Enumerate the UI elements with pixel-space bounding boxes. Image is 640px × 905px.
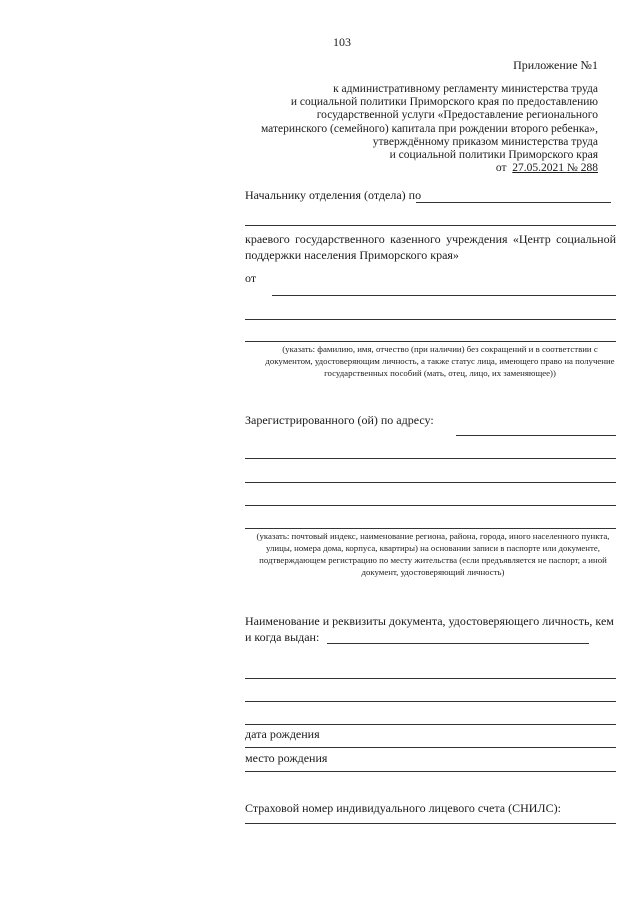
number-prefix: № (566, 162, 578, 175)
order-number: 288 (580, 162, 598, 175)
date-prefix: от (495, 162, 507, 175)
address-hint: (указать: почтовый индекс, наименование региона, района, города, иного населенного пункта, улицы, номера дома, корпуса, квартиры) на основании записи в паспорте или документе, подтверждающем регистрацию по месту жительства (если предъявляется не паспорт, а иной документ, удостоверяющий личность) (256, 531, 610, 577)
applicant-name-line-2[interactable] (245, 319, 616, 320)
identity-doc-label-2: и когда выдан: (245, 630, 320, 644)
birth-place-label: место рождения (245, 751, 328, 765)
identity-doc-line-3[interactable] (245, 701, 616, 702)
address-label: Зарегистрированного (ой) по адресу: (245, 413, 434, 427)
regulation-line: и социальной политики Приморского края (389, 149, 598, 162)
identity-doc-line-1[interactable] (327, 643, 589, 644)
identity-doc-line-2[interactable] (245, 678, 616, 679)
department-field-line-2[interactable] (245, 225, 616, 226)
birth-place-line[interactable] (245, 771, 616, 772)
institution-name: краевого государственного казенного учреждения «Центр социальной поддержки населения Приморского края» (245, 232, 616, 262)
address-line-2[interactable] (245, 458, 616, 459)
identity-doc-line-4[interactable] (245, 724, 616, 725)
order-date-number (261, 162, 598, 175)
regulation-line: к административному регламенту министерства труда (333, 83, 598, 95)
head-of-department-label: Начальнику отделения (отдела) по (245, 188, 422, 202)
address-line-5[interactable] (245, 528, 616, 529)
applicant-name-line-3[interactable] (245, 341, 616, 342)
address-line-3[interactable] (245, 482, 616, 483)
page-number: 103 (333, 35, 351, 49)
address-line-1[interactable] (456, 435, 616, 436)
regulation-line: и социальной политики Приморского края по предоставлению (290, 96, 598, 109)
order-date: 27.05.2021 (512, 162, 565, 175)
appendix-title: Приложение №1 (513, 58, 598, 72)
applicant-name-line-1[interactable] (272, 295, 616, 296)
birth-date-line[interactable] (245, 747, 616, 748)
identity-doc-label: Наименование и реквизиты документа, удостоверяющего личность, кем (245, 614, 614, 628)
snils-label: Страховой номер индивидуального лицевого счета (СНИЛС): (245, 801, 561, 815)
regulation-line: утверждённому приказом министерства труда (372, 135, 598, 148)
applicant-name-hint: (указать: фамилию, имя, отчество (при наличии) без сокращений и в соответствии с документом, удостоверяющим личность, а также статус лица, имеющего право на получение государственных пособий (мать, отец, лицо, их заменяющее)) (265, 344, 615, 378)
regulation-reference (261, 83, 598, 175)
birth-date-label: дата рождения (245, 727, 320, 741)
department-field-line[interactable] (416, 202, 611, 203)
regulation-line: государственной услуги «Предоставление регионального (316, 109, 598, 122)
regulation-line: материнского (семейного) капитала при рождении второго ребенка», (260, 122, 598, 135)
snils-line[interactable] (245, 823, 616, 824)
from-label: от (245, 271, 257, 285)
address-line-4[interactable] (245, 505, 616, 506)
